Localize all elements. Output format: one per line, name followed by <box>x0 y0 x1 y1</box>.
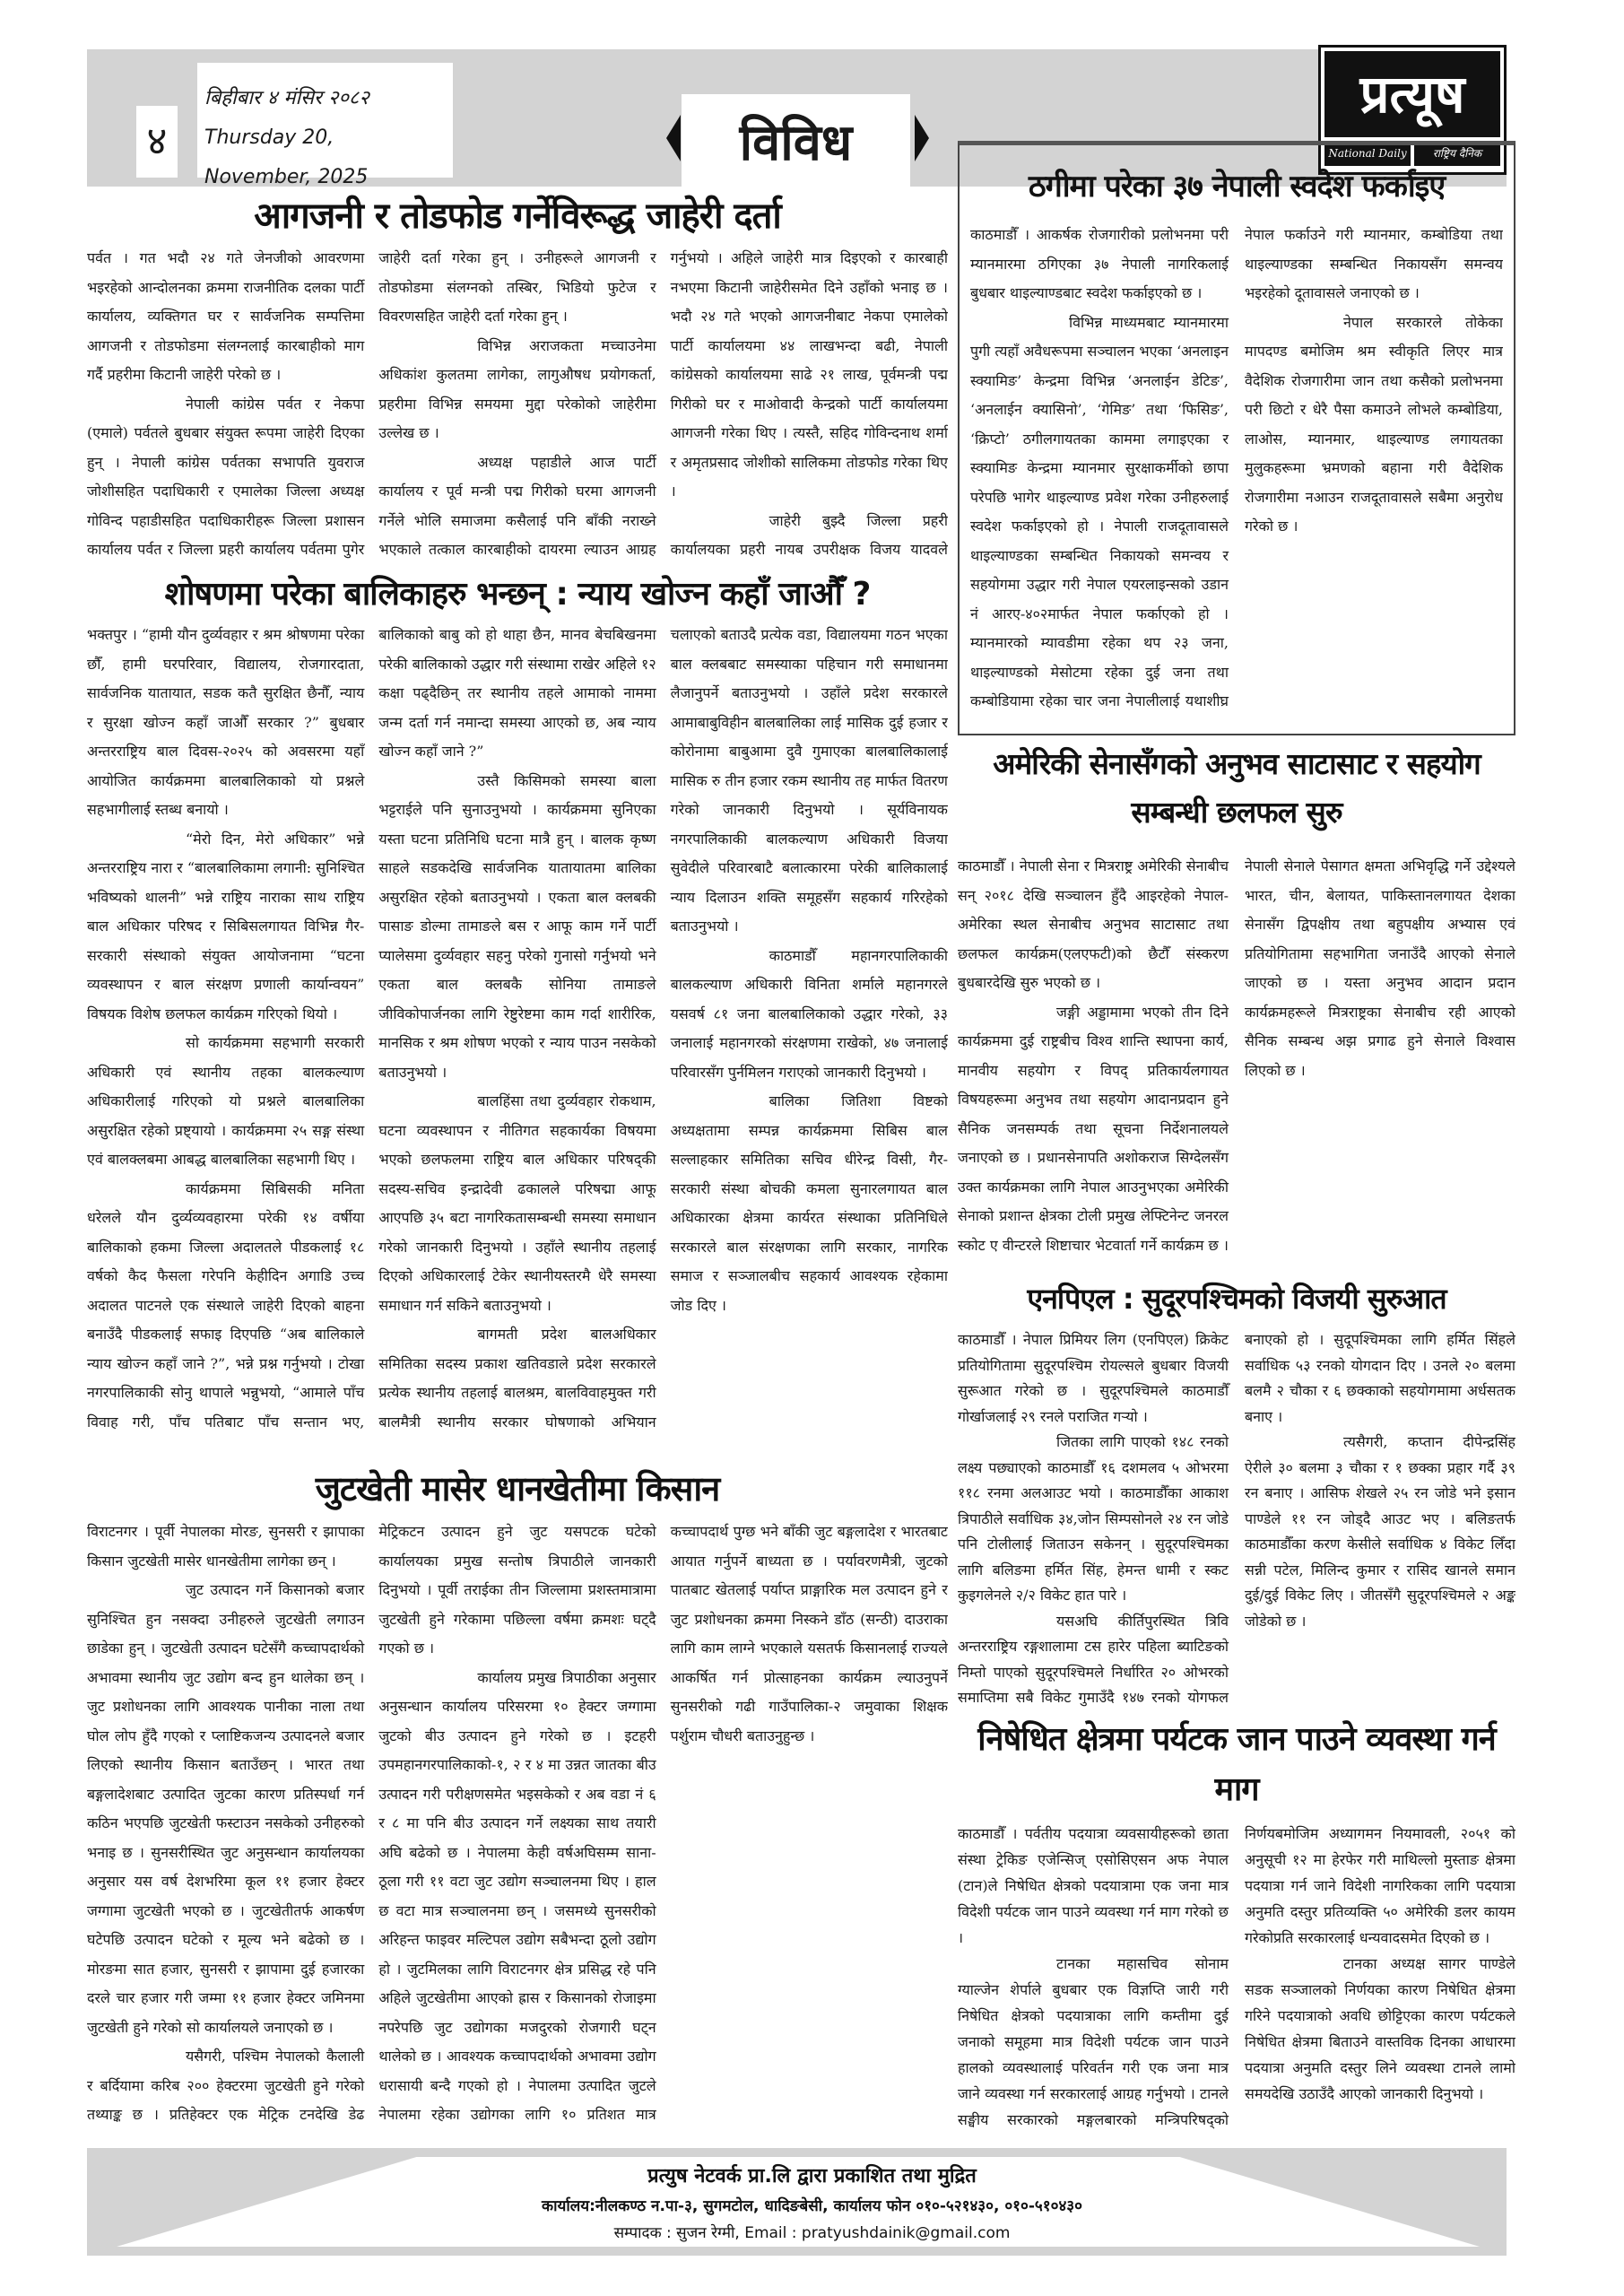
paragraph: विराटनगर । पूर्वी नेपालका मोरङ, सुनसरी र झापाका किसान जुटखेती मासेर धानखेतीमा लागेका छन् । <box>87 1523 365 1570</box>
paragraph: कार्यालय प्रमुख त्रिपाठीका अनुसार अनुसन्धान कार्यालय परिसरमा १० हेक्टर जग्गामा जुटको बीउ उत्पादन हुने गरेको छ । इटहरी उपमहानगरपालिकाको-१, २ र ४ मा उन्नत जातका बीउ उत्पादन गरी परीक्षणसमेत भइसकेको र अब वडा नं ६ र ८ मा पनि बीउ उत्पादन गर्ने लक्ष्यका साथ तयारी अघि बढेको छ । नेपालमा केही वर्षअघिसम्म साना-ठूला गरी ११ वटा जुट उद्योग सञ्चालनमा थिए । हाल छ वटा मात्र सञ्चालनमा छन् । जसमध्ये सुनसरीको अरिहन्त फाइवर मल्टिपल उद्योग सबैभन्दा ठूलो उद्योग हो । जुटमिलका लागि विराटनगर क्षेत्र प्रसिद्ध रहे पनि अहिले जुटखेतीमा आएको ह्रास र किसानको रोजाइमा नपरेपछि जुट उद्योगका मजदुरको रोजगारी घट्न थालेको छ । आवश्यक कच्चापदार्थको अभावमा उद्योग धरासायी बन्दै गएको हो । नेपालमा उत्पादित जुटले नेपालमा रहेका उद्योगका लागि १० प्रतिशत मात्र कच्चापदार्थ पुग्छ भने बाँकी जुट बङ्गलादेश र भारतबाट आयात गर्नुपर्ने बाध्यता छ । पर्यावरणमैत्री, जुटको पातबाट खेतलाई पर्याप्त प्राङ्गारिक मल उत्पादन हुने र जुट प्रशोधनका क्रममा निस्कने डाँठ (सन्ठी) दाउराका लागि काम लाग्ने भएकाले यसतर्फ किसानलाई राज्यले आकर्षित गर्न प्रोत्साहनका कार्यक्रम ल्याउनुपर्ने सुनसरीको गढी गाउँपालिका-२ जमुवाका शिक्षक पर्शुराम चौधरी बताउनुहुन्छ । <box>378 1523 948 2123</box>
article-scam-body <box>970 221 1503 718</box>
logo-mark: प्रत्यूष <box>1324 51 1500 137</box>
paragraph: टानका अध्यक्ष सागर पाण्डेले सडक सञ्जालको निर्णयका कारण निषेधित क्षेत्रमा गरिने पदयात्राको अवधि छोट्टिएका कारण पर्यटकले निषेधित क्षेत्रमा बिताउने वास्तविक दिनका आधारमा पदयात्रा अनुमति दस्तुर लिने व्यवस्था टानले लामो समयदेखि उठाउँदै आएको जानकारी दिनुभयो । <box>1245 1955 1515 2102</box>
page-number: ४ <box>136 106 178 178</box>
paragraph: काठमाडौँ । आकर्षक रोजगारीको प्रलोभनमा परी म्यानमारमा ठगिएका ३७ नेपाली नागरिकलाई बुधबार थाइल्याण्डबाट स्वदेश फर्काइएको छ । <box>970 226 1229 301</box>
paragraph: यसअघि कीर्तिपुरस्थित त्रिवि अन्तरराष्ट्रिय रङ्गशालामा टस हारेर पहिला ब्याटिङको निम्तो पाएको सुदूरपश्चिमले निर्धारित २० ओभरको समाप्तिमा सबै विकेट गुमाउँदै १४७ रनको योगफल बनाएको हो । सुदूपश्चिमका लागि हर्मित सिंहले सर्वाधिक ५३ रनको योगदान दिए । उनले २० बलमा बलमै २ चौका र ६ छक्काको सहयोगमामा अर्धसतक बनाए । <box>958 1331 1515 1706</box>
paragraph: सो कार्यक्रममा सहभागी सरकारी अधिकारी एवं स्थानीय तहका बालकल्याण अधिकारीलाई गरिएको यो प्रश्नले बालबालिका असुरक्षित रहेको प्रष्ट्यायो । कार्यक्रममा २५ सङ्ग संस्था एवं बालक्लबमा आबद्ध बालबालिका सहभागी थिए । <box>87 1034 365 1168</box>
paragraph: कार्यक्रममा सिबिसकी मनिता धरेलले यौन दुर्व्यव्यवहारमा परेकी १४ वर्षीया बालिकाको हकमा जिल्ला अदालतले पीडकलाई १८ वर्षको कैद फैसला गरेपनि केहीदिन अगाडि उच्च अदालत पाटनले एक संस्थाले जाहेरी दिएको बाहना बनाउँदै पीडकलाई सफाइ दिएपछि “अब बालिकाले न्याय खोज्न कहाँ जाने ?”, भन्ने प्रश्न गर्नुभयो । टोखा नगरपालिकाकी सोनु थापाले भन्नुभयो, “आमाले पाँच विवाह गरी, पाँच पतिबाट पाँच सन्तान भए, बालिकाको बाबु को हो थाहा छैन, मानव बेचबिखनमा परेकी बालिकाको उद्धार गरी संस्थामा राखेर अहिले १२ कक्षा पढ्दैछिन् तर स्थानीय तहले आमाको नाममा जन्म दर्ता गर्न नमान्दा समस्या आएको छ, अब न्याय खोज्न कहाँ जाने ?” <box>87 626 656 1431</box>
article-arson-body <box>87 244 948 567</box>
logo-sub-nepali: राष्ट्रिय दैनिक <box>1414 141 1500 166</box>
paragraph: नेपाली कांग्रेस पर्वत र नेकपा (एमाले) पर्वतले बुधबार संयुक्त रूपमा जाहेरी दिएका हुन् । नेपाली कांग्रेस पर्वतका सभापति युवराज जोशीसहित पदाधिकारी र एमालेका जिल्ला अध्यक्ष गोविन्द पहाडीसहित पदाधिकारीहरू जिल्ला प्रशासन कार्यालय पर्वत र जिल्ला प्रहरी कार्यालय पर्वतमा पुगेर जाहेरी दर्ता गरेका हुन् । उनीहरूले आगजनी र तोडफोडमा संलग्नको तस्बिर, भिडियो फुटेज र विवरणसहित जाहेरी दर्ता गरेका हुन् । <box>87 249 656 558</box>
paragraph: जङ्गी अड्डामामा भएको तीन दिने कार्यक्रममा दुई राष्ट्रबीच विश्व शान्ति स्थापना कार्य, मानवीय सहयोग र विपद् प्रतिकार्यलगायत विषयहरूमा अनुभव तथा सहयोग आदानप्रदान हुने सैनिक जनसम्पर्क तथा सूचना निर्देशनालयले जनाएको छ । प्रधानसेनापति अशोकराज सिग्देलसँग उक्त कार्यक्रमका लागि नेपाल आउनुभएका अमेरिकी सेनाको प्रशान्त क्षेत्रका टोली प्रमुख लेफ्टिनेन्ट जनरल स्कोट ए वीन्टरले शिष्टाचार भेटवार्ता गर्ने कार्यक्रम छ । नेपाली सेनाले पेसागत क्षमता अभिवृद्धि गर्ने उद्देश्यले भारत, चीन, बेलायत, पाकिस्तानलगायत देशका सेनासँग द्विपक्षीय तथा बहुपक्षीय अभ्यास एवं प्रतियोगितामा सहभागिता जनाउँदै आएको सेनाले जाएको छ । यस्ता अनुभव आदान प्रदान कार्यक्रमहरूले मित्रराष्ट्रका सेनाबीच रही आएको सैनिक सम्बन्ध अझ प्रगाढ हुने सेनाले विश्वास लिएको छ । <box>958 857 1515 1254</box>
article-scam-box <box>958 141 1515 735</box>
paragraph: पर्वत । गत भदौ २४ गते जेनजीको आवरणमा भइरहेको आन्दोलनका क्रममा राजनीतिक दलका पार्टी कार्यालय, व्यक्तिगत घर र सार्वजनिक सम्पत्तिमा आगजनी र तोडफोडमा संलग्नलाई कारबाहीको माग गर्दै प्रहरीमा किटानी जाहेरी परेको छ । <box>87 249 365 383</box>
paragraph: “मेरो दिन, मेरो अधिकार” भन्ने अन्तरराष्ट्रिय नारा र “बालबालिकामा लगानी: सुनिश्चित भविष्यको थालनी” भन्ने राष्ट्रिय नाराका साथ राष्ट्रिय बाल अधिकार परिषद र सिबिसलगायत विभिन्न गैर-सरकारी संस्थाको संयुक्त आयोजनामा “घटना व्यवस्थापन र बाल संरक्षण प्रणाली कार्यान्वयन” विषयक विशेष छलफल कार्यक्रम गरिएको थियो । <box>87 830 365 1022</box>
footer-editor-email: सम्पादक : सुजन रेग्मी, Email : pratyushdainik@gmail.com <box>613 2224 1011 2242</box>
date-box <box>197 63 453 188</box>
article-army-body <box>958 852 1515 1274</box>
headline-npl: एनपिएल : सुदूरपश्चिमको विजयी सुरुआत <box>1027 1282 1446 1316</box>
logo-sub-english: National Daily <box>1324 141 1411 166</box>
paragraph: काठमाडौँ । नेपाल प्रिमियर लिग (एनपिएल) क्रिकेट प्रतियोगितामा सुदूरपश्चिम रोयल्सले बुधबार विजयी सुरूआत गरेको छ । सुदूरपश्चिमले काठमाडौँ गोर्खाजलाई २९ रनले पराजित गऱ्यो । <box>958 1331 1229 1425</box>
headline-girls: शोषणमा परेका बालिकाहरु भन्छन् : न्याय खोज्न कहाँ जाऔँ ? <box>164 576 871 613</box>
headline-scam: ठगीमा परेका ३७ नेपाली स्वदेश फर्काइए <box>1028 169 1446 204</box>
paragraph: बागमती प्रदेश बालअधिकार समितिका सदस्य प्रकाश खतिवडाले प्रदेश सरकारले प्रत्येक स्थानीय तहलाई बालश्रम, बालविवाहमुक्त गरी बालमैत्री स्थानीय सरकार घोषणाको अभियान चलाएको बताउदै प्रत्येक वडा, विद्यालयमा गठन भएका बाल क्लबबाट समस्याका पहिचान गरी समाधानमा लैजानुपर्ने बताउनुभयो । उहाँले प्रदेश सरकारले आमाबाबुविहीन बालबालिका लाई मासिक दुई हजार र कोरोनामा बाबुआमा दुवै गुमाएका बालबालिकालाई मासिक रु तीन हजार रकम स्थानीय तह मार्फत वितरण गरेको जानकारी दिनुभयो । सूर्यविनायक नगरपालिकाकी बालकल्याण अधिकारी विजया सुवेदीले परिवारबाटै बलात्कारमा परेकी बालिकालाई न्याय दिलाउन शक्ति समूहसँग सहकार्य गरिरहेको बताउनुभयो । <box>378 626 948 1431</box>
article-jute-body <box>87 1518 948 2141</box>
headline-army: अमेरिकी सेनासँगको अनुभव साटासाट र सहयोग सम्बन्धी छलफल सुरु <box>993 746 1481 830</box>
paragraph: त्यसैगरी, कप्तान दीपेन्द्रसिंह ऐरीले ३० बलमा ३ चौका र १ छक्का प्रहार गर्दै ३९ रन बनाए । आसिफ शेखले २५ रन जोडे भने इसान पाण्डेले ११ रन जोड्दै आउट भए । बलिङतर्फ काठमाडौँका करण केसीले सर्वाधिक ४ विकेट लिँदा सन्नी पटेल, मिलिन्द कुमार र रासिद खानले समान दुई/दुई विकेट लिए । जीतसँगै सुदूरपश्चिमले २ अङ्क जोडेको छ । <box>1245 1433 1515 1630</box>
footer-publisher: प्रत्युष नेटवर्क प्रा.लि द्वारा प्रकाशित तथा मुद्रित <box>647 2165 977 2187</box>
paragraph: विभिन्न माध्यमबाट म्यानमारमा पुगी त्यहाँ अवैधरूपमा सञ्चालन भएका ‘अनलाइन स्क्यामिङ’ केन्द्रमा विभिन्न ‘अनलाईन डेटिङ’, ‘अनलाईन क्यासिनो’, ‘गेमिङ’ तथा ‘फिसिङ’, ‘क्रिप्टो’ ठगीलगायतका काममा लगाइएका र स्क्यामिङ केन्द्रमा म्यानमार सुरक्षाकर्मीको छापा परेपछि भागेर थाइल्याण्ड प्रवेश गरेका उनीहरुलाई स्वदेश फर्काइएको हो । नेपाली राजदूतावासले थाइल्याण्डका सम्बन्धित निकायको समन्वय र सहयोगमा उद्धार गरी नेपाल एयरलाइन्सको उडान नं आरए-४०२मार्फत नेपाल फर्काएको हो । म्यानमारको म्यावडीमा रहेका थप २३ जना, थाइल्याण्डको मेसोटमा रहेका दुई जना तथा कम्बोडियामा रहेका चार जना नेपालीलाई यथाशीघ्र नेपाल फर्काउने गरी म्यानमार, कम्बोडिया तथा थाइल्याण्डका सम्बन्धित निकायसँग समन्वय भइरहेको दूतावासले जनाएको छ । <box>970 226 1503 709</box>
paragraph: बालिका जितिशा विष्टको अध्यक्षतामा सम्पन्न कार्यक्रममा सिबिस बाल सल्लाहकार समितिका सचिव धीरेन्द्र विसी, गैर-सरकारी संस्था बोचकी कमला सुनारलगायत बाल अधिकारका क्षेत्रमा कार्यरत संस्थाका प्रतिनिधिले सरकारले बाल संरक्षणका लागि सरकार, नागरिक समाज र सञ्जालबीच सहकार्य आवश्यक रहेकामा जोड दिए । <box>670 1092 948 1314</box>
paragraph: भक्तपुर । “हामी यौन दुर्व्यवहार र श्रम श्रोषणमा परेका छौँ, हामी घरपरिवार, विद्यालय, रोजगारदाता, सार्वजनिक यातायात, सडक कतै सुरक्षित छैनौँ, न्याय र सुरक्षा खोज्न कहाँ जाऔँ सरकार ?” बुधबार अन्तरराष्ट्रिय बाल दिवस-२०२५ को अवसरमा यहाँ आयोजित कार्यक्रममा बालबालिकाको यो प्रश्नले सहभागीलाई स्तब्ध बनायो । <box>87 626 365 818</box>
paragraph: काठमाडौँ । नेपाली सेना र मित्रराष्ट्र अमेरिकी सेनाबीच सन् २०१८ देखि सञ्चालन हुँदै आइरहेको नेपाल-अमेरिका स्थल सेनाबीच अनुभव साटासाट तथा छलफल कार्यक्रम(एलएफटी)को छैटौँ संस्करण बुधबारदेखि सुरु भएको छ । <box>958 857 1229 991</box>
paragraph: जाहेरी बुझ्दै जिल्ला प्रहरी कार्यालयका प्रहरी नायब उपरीक्षक विजय यादवले <box>670 511 948 558</box>
article-npl-body <box>958 1327 1515 1713</box>
paragraph: यसैगरी, पश्चिम नेपालको कैलाली र बर्दियामा करिब २०० हेक्टरमा जुटखेती हुने गरेको तथ्याङ्क छ । प्रतिहेक्टर एक मेट्रिक टनदेखि डेढ मेट्रिकटन उत्पादन हुने जुट यसपटक घटेको कार्यालयका प्रमुख सन्तोष त्रिपाठीले जानकारी दिनुभयो । पूर्वी तराईका तीन जिल्लामा प्रशस्तमात्रामा जुटखेती हुने गरेकामा पछिल्ला वर्षमा क्रमशः घट्दै गएको छ । <box>87 1523 656 2123</box>
triangle-left-icon <box>666 115 681 161</box>
paragraph: विभिन्न अराजकता मच्चाउनेमा अधिकांश कुलतमा लागेका, लागुऔषध प्रयोगकर्ता, प्रहरीमा विभिन्न समयमा मुद्दा परेकोको जाहेरीमा उल्लेख छ । <box>378 336 656 441</box>
article-girls-body <box>87 621 948 1453</box>
footer-address: कार्यालय:नीलकण्ठ न.पा-३, सुगमटोल, धादिङबेसी, कार्यालय फोन ०१०-५२१४३०, ०१०-५१०४३० <box>542 2197 1082 2215</box>
paragraph: उस्तै किसिमको समस्या बाला भट्टराईले पनि सुनाउनुभयो । कार्यक्रममा सुनिएका यस्ता घटना प्रतिनिधि घटना मात्रै हुन् । बालक कृष्ण साहले सडकदेखि सार्वजनिक यातायातमा बालिका असुरक्षित रहेको बताउनुभयो । एकता बाल क्लबकी पासाङ डोल्मा तामाङले बस र आफू काम गर्ने पार्टी प्यालेसमा दुर्व्यवहार सहनु परेको गुनासो गर्नुभयो भने एकता बाल क्लबकै सोनिया तामाङले जीविकोपार्जनका लागि रेष्टुरेष्टमा काम गर्दा शारीरिक, मानसिक र श्रम शोषण भएको र न्याय पाउन नसकेको बताउनुभयो । <box>378 771 656 1081</box>
paragraph: जितका लागि पाएको १४८ रनको लक्ष्य पछ्याएको काठमाडौँ १६ दशमलव ५ ओभरमा ११८ रनमा अलआउट भयो । काठमाडौँका आकाश त्रिपाठीले सर्वाधिक ३४,जोन सिम्पसोनले २४ रन जोडे पनि टोलीलाई जिताउन सकेनन् । सुदूरपश्चिमका लागि बलिङमा हर्मित सिंह, हेमन्त धामी र स्कट कुइगलेनले २/२ विकेट हात पारे । <box>958 1433 1229 1604</box>
date-english: Thursday 20, November, 2025 <box>204 126 369 188</box>
triangle-right-icon <box>915 115 929 161</box>
section-title: विविध <box>682 94 910 200</box>
paragraph: नेपाल सरकारले तोकेका मापदण्ड बमोजिम श्रम स्वीकृति लिएर मात्र वैदेशिक रोजगारीमा जान तथा कसैको प्रलोभनमा परी छिटो र धेरै पैसा कमाउने लोभले कम्बोडिया, लाओस, म्यानमार, थाइल्याण्ड लगायतका मुलुकहरूमा भ्रमणको बहाना गरी वैदेशिक रोजगारीमा नआउन राजदूतावासले सबैमा अनुरोध गरेको छ । <box>1245 313 1503 535</box>
date-nepali: बिहीबार ४ मंसिर २०८२ <box>204 87 369 109</box>
paragraph: टानका महासचिव सोनाम ग्याल्जेन शेर्पाले बुधबार एक विज्ञप्ति जारी गरी निषेधित क्षेत्रको पदयात्राका लागि कम्तीमा दुई जनाको समूहमा मात्र विदेशी पर्यटक जान पाउने हालको व्यवस्थालाई परिवर्तन गरी एक जना मात्र जाने व्यवस्था गर्न सरकारलाई आग्रह गर्नुभयो । टानले सङ्घीय सरकारको मङ्गलबारको मन्त्रिपरिषद्को निर्णयबमोजिम अध्यागमन नियमावली, २०५१ को अनुसूची १२ मा हेरफेर गरी माथिल्लो मुस्ताङ क्षेत्रमा पदयात्रा गर्न जाने विदेशी नागरिकका लागि पदयात्रा अनुमति दस्तुर प्रतिव्यक्ति ५० अमेरिकी डलर कायम गरेकोप्रति सरकारलाई धन्यवादसमेत दिएको छ । <box>958 1825 1515 2128</box>
paragraph: जुट उत्पादन गर्ने किसानको बजार सुनिश्चित हुन नसक्दा उनीहरुले जुटखेती लगाउन छाडेका हुन् । जुटखेती उत्पादन घटेसँगै कच्चापदार्थको अभावमा स्थानीय जुट उद्योग बन्द हुन थालेका छन् । जुट प्रशोधनका लागि आवश्यक पानीका नाला तथा घोल लोप हुँदै गएको र प्लाष्टिकजन्य उत्पादनले बजार लिएको स्थानीय किसान बताउँछन् । भारत तथा बङ्गलादेशबाट उत्पादित जुटका कारण प्रतिस्पर्धा गर्न कठिन भएपछि जुटखेती फस्टाउन नसकेको उनीहरुको भनाइ छ । सुनसरीस्थित जुट अनुसन्धान कार्यालयका अनुसार यस वर्ष देशभरिमा कूल ११ हजार हेक्टर जग्गामा जुटखेती भएको छ । जुटखेतीतर्फ आकर्षण घटेपछि उत्पादन घटेको र मूल्य भने बढेको छ । मोरङमा सात हजार, सुनसरी र झापामा दुई हजारका दरले चार हजार गरी जम्मा ११ हजार हेक्टर जमिनमा जुटखेती हुने गरेको सो कार्यालयले जनाएको छ । <box>87 1581 365 2036</box>
article-trekking-body <box>958 1821 1515 2144</box>
paragraph: अध्यक्ष पहाडीले आज पार्टी कार्यालय र पूर्व मन्त्री पद्म गिरीको घरमा आगजनी गर्नेले भोलि समाजमा कसैलाई पनि बाँकी नराख्ने भएकाले तत्काल कारबाहीको दायरमा ल्याउन आग्रह गर्नुभयो । अहिले जाहेरी मात्र दिइएको र कारबाही नभएमा किटानी जाहेरीसमेत दिने उहाँको भनाइ छ । भदौ २४ गते भएको आगजनीबाट नेकपा एमालेको पार्टी कार्यालयमा ४४ लाखभन्दा बढी, नेपाली कांग्रेसको कार्यालयमा साढे २१ लाख, पूर्वमन्त्री पद्म गिरीको घर र माओवादी केन्द्रको पार्टी कार्यालयमा आगजनी गरेका थिए । त्यस्तै, सहिद गोविन्दनाथ शर्मा र अमृतप्रसाद जोशीको सालिकमा तोडफोड गरेका थिए । <box>378 249 948 558</box>
headline-jute: जुटखेती मासेर धानखेतीमा किसान <box>315 1469 720 1509</box>
paragraph: बालहिंसा तथा दुर्व्यवहार रोकथाम, घटना व्यवस्थापन र नीतिगत सहकार्यका विषयमा भएको छलफलमा राष्ट्रिय बाल अधिकार परिषद्की सदस्य-सचिव इन्द्रादेवी ढकालले परिषद्मा आफू आएपछि ३५ बटा नागरिकतासम्बन्धी समस्या समाधान गरेको जानकारी दिनुभयो । उहाँले स्थानीय तहलाई दिएको अधिकारलाई टेकेर स्थानीयस्तरमै धेरै समस्या समाधान गर्न सकिने बताउनुभयो । <box>378 1092 656 1314</box>
paragraph: काठमाडौँ । पर्वतीय पदयात्रा व्यवसायीहरूको छाता संस्था ट्रेकिङ एजेन्सिज् एसोसिएसन अफ नेपाल (टान)ले निषेधित क्षेत्रको पदयात्रामा एक जना मात्र विदेशी पर्यटक जान पाउने व्यवस्था गर्न माग गरेको छ । <box>958 1825 1229 1946</box>
headline-arson: आगजनी र तोडफोड गर्नेविरूद्ध जाहेरी दर्ता <box>254 196 781 237</box>
paragraph: काठमाडौँ महानगरपालिकाकी बालकल्याण अधिकारी विनिता शर्माले महानगरले यसवर्ष ८१ जना बालबालिकाको उद्धार गरेको, ३३ जनालाई महानगरको संरक्षणमा राखेको, ४७ जनालाई परिवारसँग पुर्नमिलन गराएको जानकारी दिनुभयो । <box>670 946 948 1081</box>
headline-trekking: निषेधित क्षेत्रमा पर्यटक जान पाउने व्यवस्था गर्न माग <box>977 1721 1496 1808</box>
